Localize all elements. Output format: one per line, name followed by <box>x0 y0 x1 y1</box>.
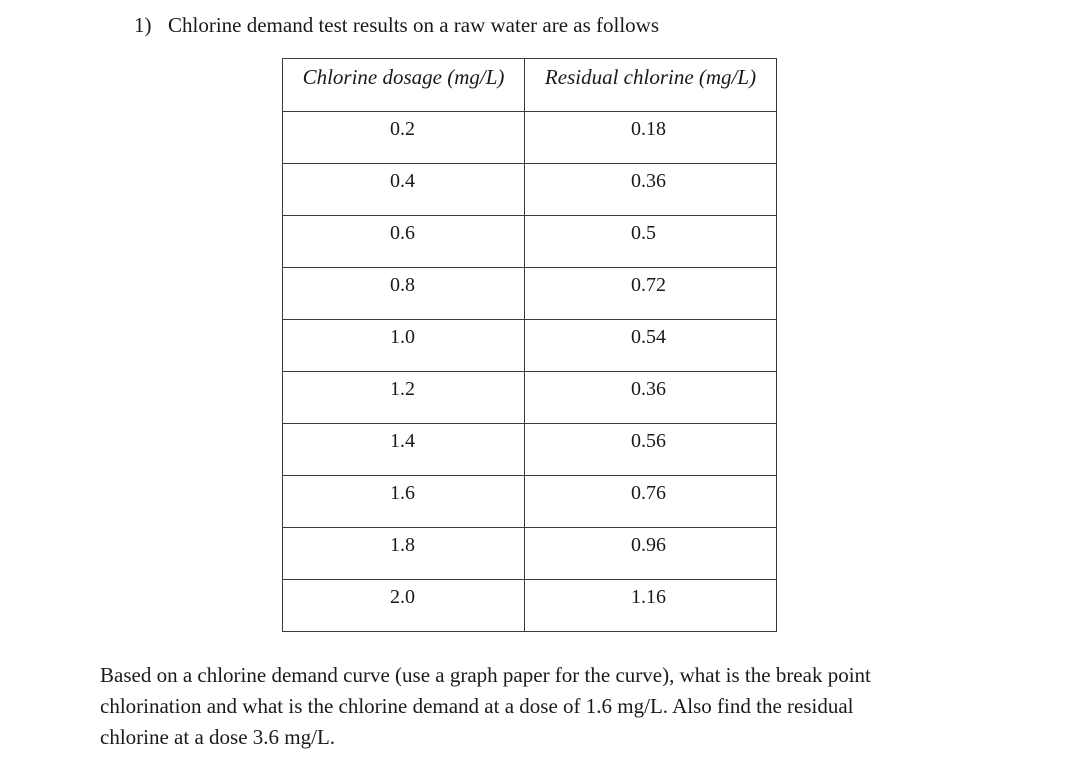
dosage-cell: 1.4 <box>283 424 525 476</box>
dosage-cell: 1.6 <box>283 476 525 528</box>
table-row <box>283 528 777 580</box>
chlorine-data-table <box>282 58 777 632</box>
question-body-line: Based on a chlorine demand curve (use a graph paper for the curve), what is the break point <box>100 663 871 687</box>
question-body-line: chlorine at a dose 3.6 mg/L. <box>100 725 336 749</box>
table-row <box>283 268 777 320</box>
table-row <box>283 216 777 268</box>
table-body <box>283 112 777 632</box>
table-row <box>283 164 777 216</box>
residual-cell: 0.18 <box>525 112 777 164</box>
question-body <box>100 660 960 753</box>
question-heading-text: Chlorine demand test results on a raw water are as follows <box>168 13 660 37</box>
residual-cell: 0.76 <box>525 476 777 528</box>
dosage-cell: 1.2 <box>283 372 525 424</box>
dosage-cell: 0.6 <box>283 216 525 268</box>
table-row <box>283 372 777 424</box>
question-body-line: chlorination and what is the chlorine demand at a dose of 1.6 mg/L. Also find the residual <box>100 694 854 718</box>
dosage-cell: 0.8 <box>283 268 525 320</box>
residual-cell: 1.16 <box>525 580 777 632</box>
table-row <box>283 320 777 372</box>
header-residual-chlorine: Residual chlorine (mg/L) <box>525 59 777 112</box>
dosage-cell: 1.8 <box>283 528 525 580</box>
header-chlorine-dosage: Chlorine dosage (mg/L) <box>283 59 525 112</box>
dosage-cell: 2.0 <box>283 580 525 632</box>
residual-cell: 0.5 <box>525 216 777 268</box>
table-row <box>283 580 777 632</box>
table-header-row <box>283 59 777 112</box>
residual-cell: 0.36 <box>525 164 777 216</box>
residual-cell: 0.36 <box>525 372 777 424</box>
dosage-cell: 0.4 <box>283 164 525 216</box>
dosage-cell: 0.2 <box>283 112 525 164</box>
dosage-cell: 1.0 <box>283 320 525 372</box>
table-row <box>283 424 777 476</box>
residual-cell: 0.72 <box>525 268 777 320</box>
question-number: 1) <box>134 13 152 37</box>
table-row <box>283 112 777 164</box>
question-heading <box>134 10 659 40</box>
residual-cell: 0.56 <box>525 424 777 476</box>
table-row <box>283 476 777 528</box>
residual-cell: 0.54 <box>525 320 777 372</box>
residual-cell: 0.96 <box>525 528 777 580</box>
